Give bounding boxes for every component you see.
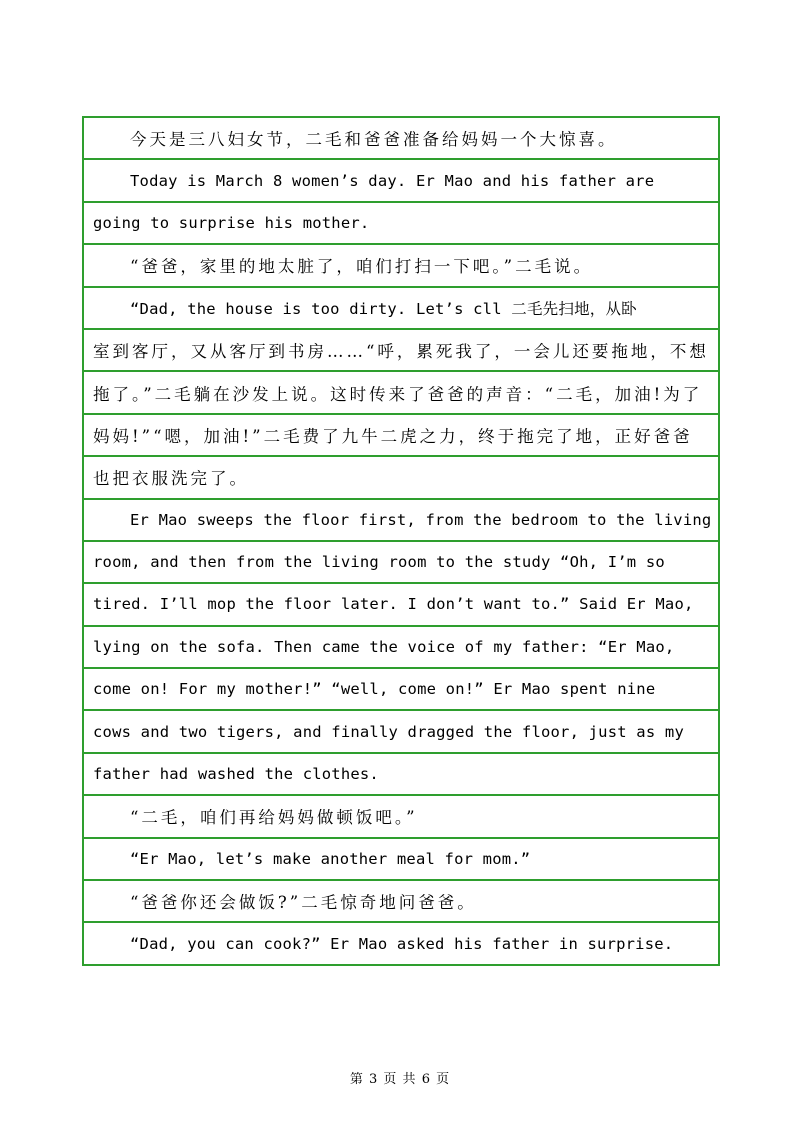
text-line: tired. I’ll mop the floor later. I don’t want to.” Said Er Mao, bbox=[84, 584, 718, 626]
text-line: “Dad, you can cook?” Er Mao asked his father in surprise. bbox=[84, 923, 718, 965]
text-line: “爸爸，家里的地太脏了，咱们打扫一下吧。”二毛说。 bbox=[84, 245, 718, 287]
text-line: cows and two tigers, and finally dragged the floor, just as my bbox=[84, 711, 718, 753]
text-line: 拖了。”二毛躺在沙发上说。这时传来了爸爸的声音：“二毛，加油!为了 bbox=[84, 372, 718, 414]
text-line: Today is March 8 women’s day. Er Mao and his father are bbox=[84, 160, 718, 202]
text-line: lying on the sofa. Then came the voice of my father: “Er Mao, bbox=[84, 627, 718, 669]
text-line: “爸爸你还会做饭?”二毛惊奇地问爸爸。 bbox=[84, 881, 718, 923]
text-table bbox=[82, 116, 720, 966]
text-line: come on! For my mother!” “well, come on!” Er Mao spent nine bbox=[84, 669, 718, 711]
text-line: “二毛，咱们再给妈妈做顿饭吧。” bbox=[84, 796, 718, 838]
text-line: “Dad, the house is too dirty. Let’s cll 二毛先扫地，从卧 bbox=[84, 288, 718, 330]
text-line: room, and then from the living room to the study “Oh, I’m so bbox=[84, 542, 718, 584]
text-line: “Er Mao, let’s make another meal for mom.” bbox=[84, 839, 718, 881]
text-line: 今天是三八妇女节，二毛和爸爸准备给妈妈一个大惊喜。 bbox=[84, 118, 718, 160]
page-footer: 第 3 页 共 6 页 bbox=[349, 1072, 451, 1087]
text-line: 室到客厅，又从客厅到书房……“呼，累死我了，一会儿还要拖地，不想 bbox=[84, 330, 718, 372]
text-line: 也把衣服洗完了。 bbox=[84, 457, 718, 499]
text-line: Er Mao sweeps the floor first, from the bedroom to the living bbox=[84, 500, 718, 542]
text-line: father had washed the clothes. bbox=[84, 754, 718, 796]
text-line: 妈妈!”“嗯，加油!”二毛费了九牛二虎之力，终于拖完了地，正好爸爸 bbox=[84, 415, 718, 457]
text-line: going to surprise his mother. bbox=[84, 203, 718, 245]
